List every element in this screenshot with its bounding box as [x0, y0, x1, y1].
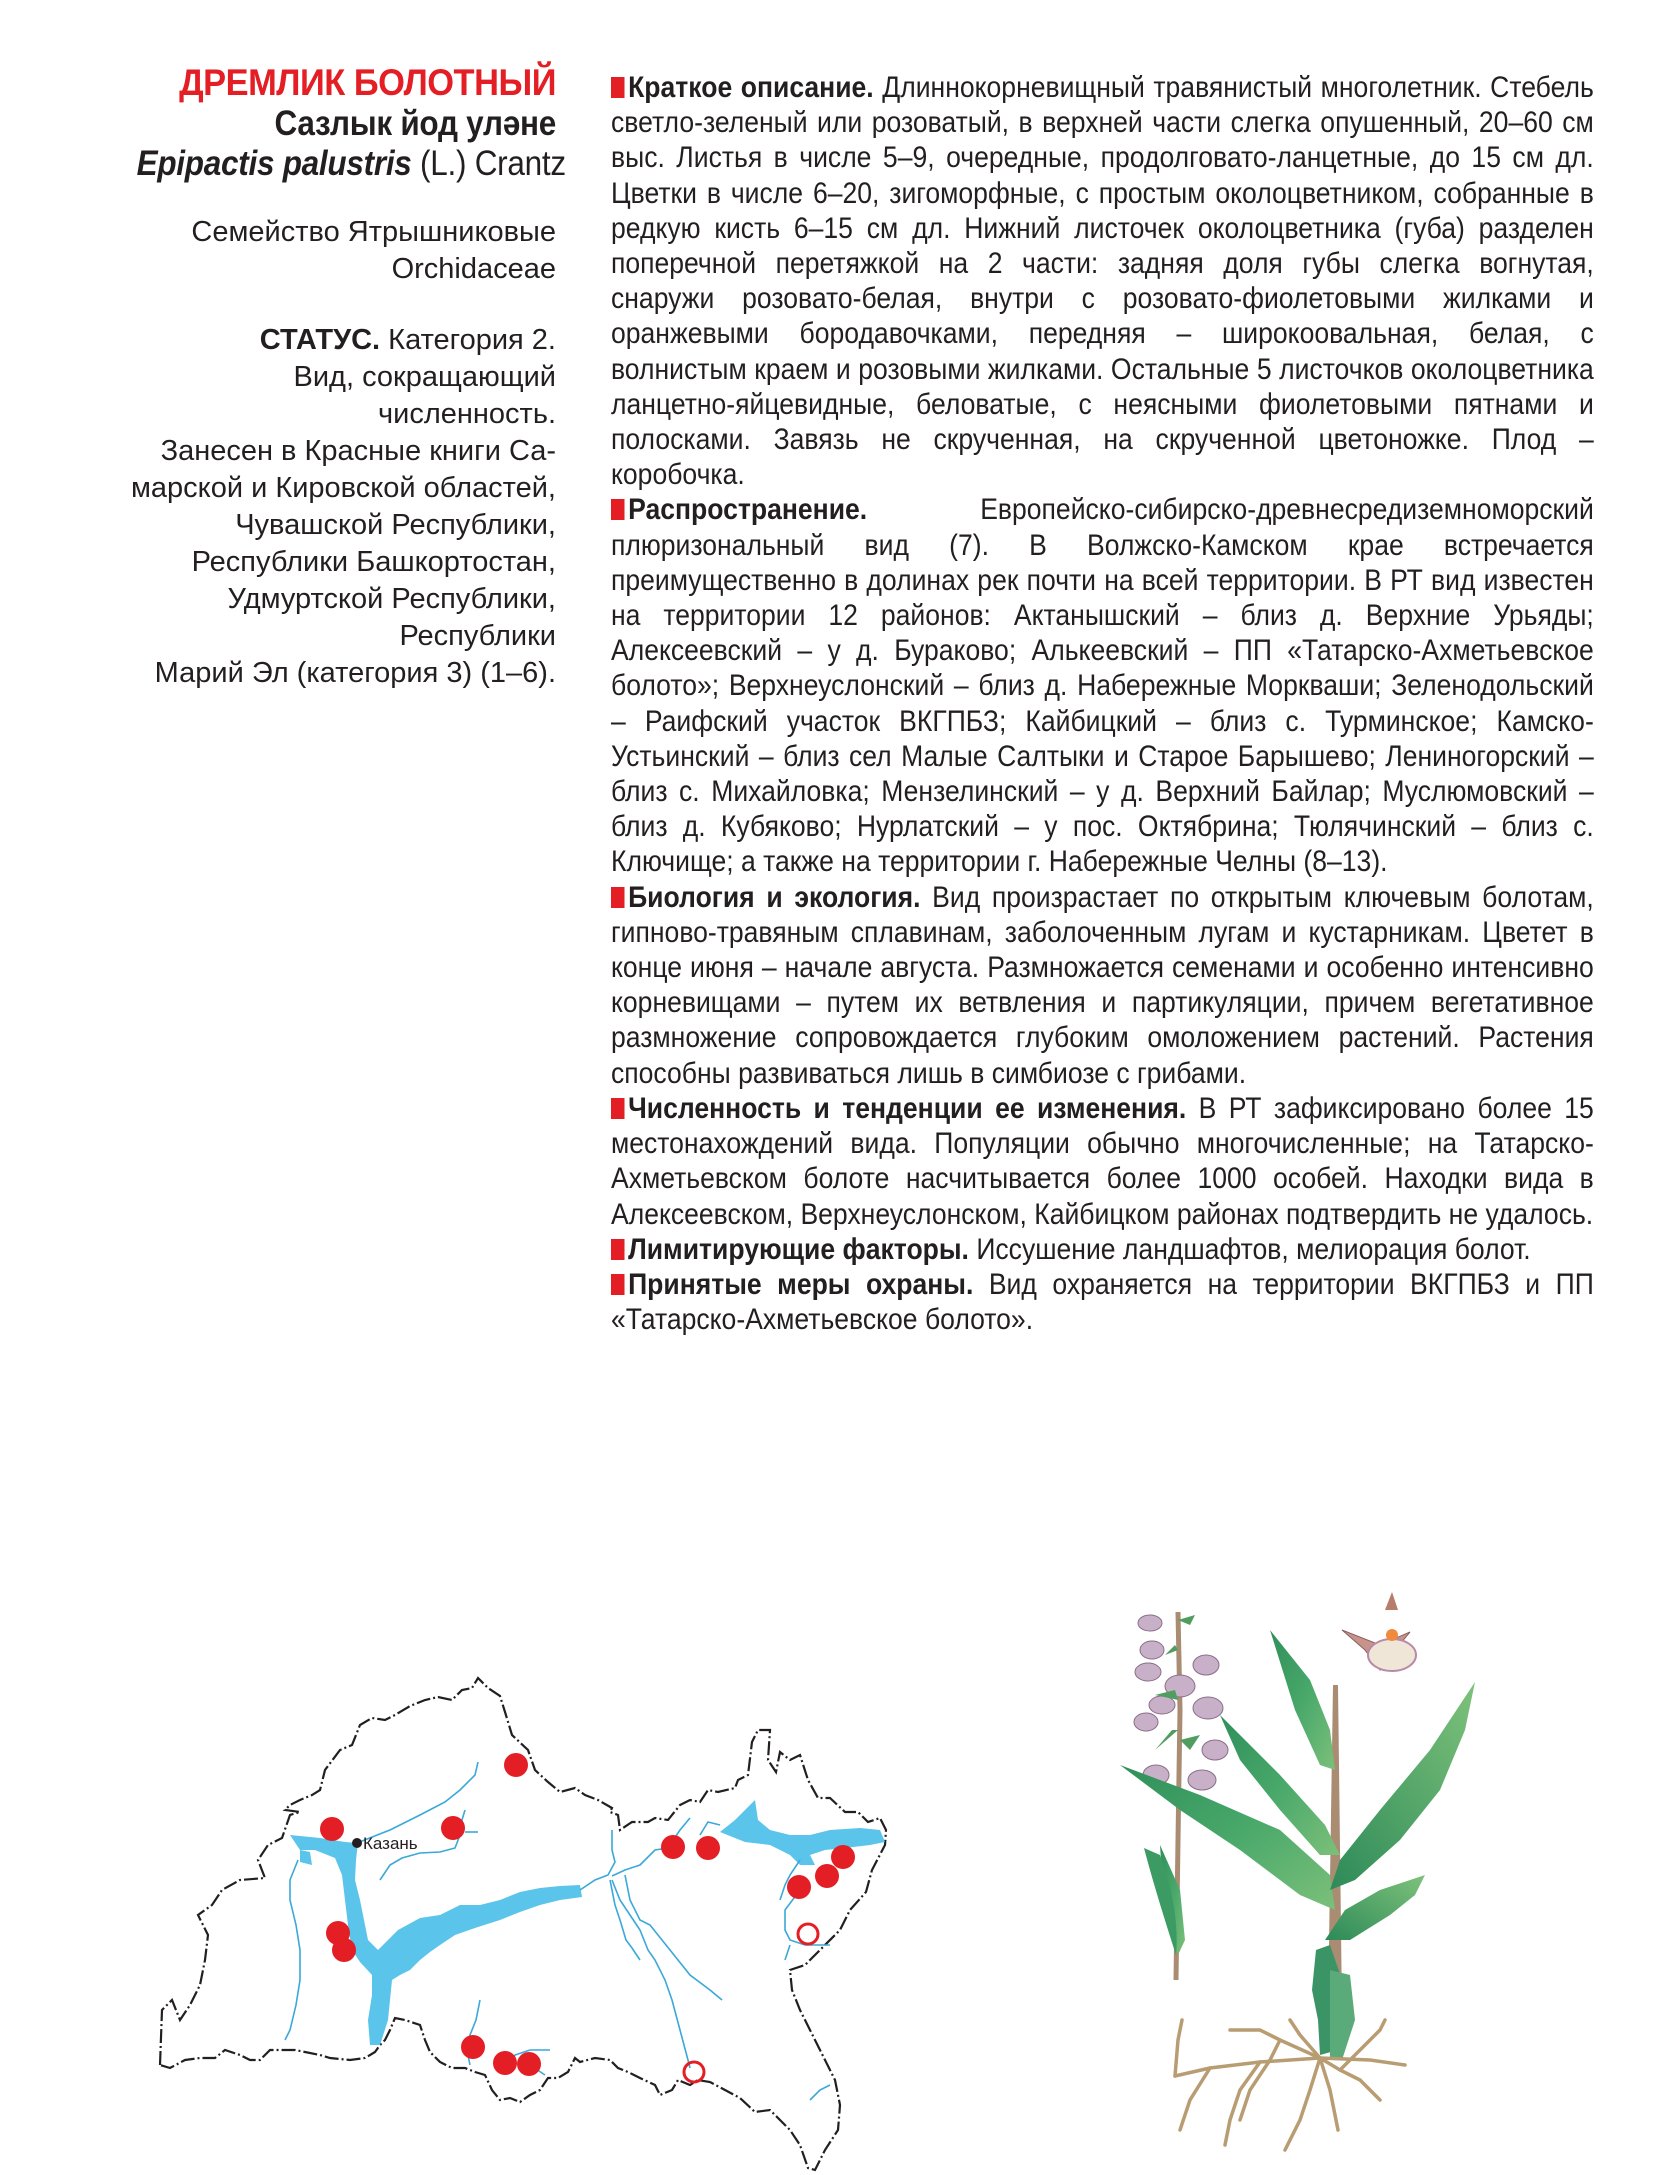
kazan-city-marker-icon — [352, 1838, 362, 1848]
confirmed-record-marker — [661, 1835, 685, 1859]
species-description — [611, 70, 1602, 1337]
roots — [1175, 2020, 1405, 2150]
nizhnekamsk-reservoir — [720, 1800, 885, 1865]
region-border — [160, 1678, 886, 2170]
unconfirmed-record-marker — [798, 1924, 818, 1944]
species-name-latin — [136, 144, 566, 184]
section-heading: Распространение. — [628, 493, 868, 527]
status-category: Категория 2. — [380, 324, 556, 356]
section-text: Иссушение ландшафтов, мелиорация болот. — [968, 1232, 1531, 1266]
status-line: Республики Башкортостан, — [191, 546, 556, 578]
family-latin: Orchidaceae — [391, 253, 556, 285]
confirmed-record-marker — [696, 1836, 720, 1860]
status-line: Республики — [399, 620, 556, 652]
section-text: Европейско-сибирско-древнесредиземноморский плюризональный вид (7). В Волжско-Камском крае встречается преимущественно в долинах рек почти на всей территории. В РТ вид известен на территории 12 районов: Актанышский – близ д. Верхние Урьяды; Алексеевский – у д. Бураково; Алькеевский – ПП «Татарско-Ахметьевское болото»; Верхнеуслонский – близ д. Набережные Моркваши; Зеленодольский – Раифский участок ВКГПБЗ; Кайбицкий – близ с. Турминское; Камско-Устьинский – близ сел Малые Салтыки и Старое Барышево; Лениногорский – близ с. Михайловка; Мензелинский – у д. Верхний Байлар; Муслюмовский – близ д. Кубяково; Нурлатский – у пос. Октябрина; Тюлячинский – близ с. Ключище; а также на территории г. Набережные Челны (8–13). — [611, 493, 1602, 879]
confirmed-record-marker — [493, 2051, 517, 2075]
confirmed-record-marker — [441, 1816, 465, 1840]
volga-river — [300, 1850, 312, 1865]
status-line: Удмуртской Республики, — [227, 583, 556, 615]
red-square-bullet-icon — [611, 1098, 625, 1119]
section-short-description — [611, 70, 1594, 492]
latin-binomial: Epipactis palustris — [136, 144, 412, 183]
status-label: СТАТУС. — [259, 324, 381, 356]
family-russian: Семейство Ятрышниковые — [191, 216, 556, 248]
red-square-bullet-icon — [611, 77, 625, 98]
confirmed-record-marker — [787, 1875, 811, 1899]
section-protection-measures — [611, 1267, 1594, 1337]
status-line: Вид, сокращающий — [293, 361, 556, 393]
status-line: Чувашской Республики, — [235, 509, 556, 541]
confirmed-record-marker — [504, 1753, 528, 1777]
unconfirmed-record-marker — [684, 2062, 704, 2082]
status-line-0 — [90, 322, 556, 359]
species-name-tatar: Сазлык йод уләне — [274, 104, 556, 143]
distribution-map — [140, 1660, 900, 2175]
section-biology-ecology — [611, 880, 1594, 1091]
red-square-bullet-icon — [611, 1274, 625, 1295]
red-square-bullet-icon — [611, 499, 625, 520]
section-text: Вид произрастает по открытым ключевым болотам, гипново-травяным сплавинам, заболоченным лугам и кустарникам. Цветет в конце июня – начале августа. Размножается семенами и особенно интенсивно корневищами – путем их ветвления и партикуляции, причем вегетативное размножение сопровождается глубоким омоложением растений. Растения способны развиваться лишь в симбиозе с грибами. — [611, 880, 1594, 1090]
status-block — [90, 322, 556, 692]
section-text: Длиннокорневищный травянистый многолетник. Стебель светло-зеленый или розоватый, в верхней части слегка опушенный, 20–60 см выс. Листья в числе 5–9, очередные, продолговато-ланцетные, до 15 см дл. Цветки в числе 6–20, зигоморфные, с простым околоцветником, собранные в редкую кисть 6–15 см дл. Нижний листочек околоцветника (губа) разделен поперечной перетяжкой на 2 части: задняя доля губы слегка вогнутая, снаружи розовато-белая, внутри с розовато-фиолетовыми жилками и оранжевыми бородавочками, передняя – широкоовальная, белая, с волнистым краем и розовыми жилками. Остальные 5 листочков околоцветника ланцетно-яйцевидные, беловатые, с неясными фиолетовыми пятнами и полосками. Завязь не скрученная, на скрученной цветоножке. Плод – коробочка. — [611, 71, 1594, 492]
flower-detail — [1342, 1592, 1416, 1671]
status-line: марской и Кировской областей, — [130, 472, 556, 504]
section-heading: Принятые меры охраны. — [628, 1267, 974, 1301]
confirmed-record-marker — [517, 2052, 541, 2076]
status-line: Занесен в Красные книги Са- — [160, 435, 556, 467]
section-text: В РТ зафиксировано более 15 местонахождений вида. Популяции обычно многочисленные; на Татарско-Ахметьевском болоте насчитывается более 1000 особей. Находки вида в Алексеевском, Верхнеуслонском, Кайбицком районах подтвердить не удалось. — [611, 1091, 1594, 1231]
orchid-plant-illustration — [1080, 1590, 1500, 2175]
section-heading: Численность и тенденции ее изменения. — [628, 1091, 1187, 1125]
city-label-kazan: Казань — [363, 1834, 418, 1853]
section-limiting-factors — [611, 1232, 1594, 1267]
latin-author: (L.) Crantz — [411, 144, 566, 183]
section-heading: Лимитирующие факторы. — [628, 1232, 969, 1266]
section-heading: Биология и экология. — [628, 880, 921, 914]
status-line: численность. — [378, 398, 556, 430]
family-block — [90, 214, 556, 288]
species-name-russian: ДРЕМЛИК БОЛОТНЫЙ — [179, 62, 556, 103]
section-text: Вид охраняется на территории ВКГПБЗ и ПП «Татарско-Ахметьевское болото». — [611, 1267, 1594, 1337]
section-heading: Краткое описание. — [628, 71, 874, 104]
confirmed-records — [320, 1753, 855, 2076]
confirmed-record-marker — [320, 1817, 344, 1841]
red-square-bullet-icon — [611, 887, 625, 908]
confirmed-record-marker — [461, 2035, 485, 2059]
red-square-bullet-icon — [611, 1239, 625, 1260]
section-population — [611, 1091, 1594, 1232]
confirmed-record-marker — [831, 1845, 855, 1869]
species-header — [90, 62, 566, 692]
confirmed-record-marker — [332, 1938, 356, 1962]
section-distribution — [611, 492, 1602, 879]
confirmed-record-marker — [815, 1864, 839, 1888]
status-line: Марий Эл (категория 3) (1–6). — [154, 657, 556, 689]
